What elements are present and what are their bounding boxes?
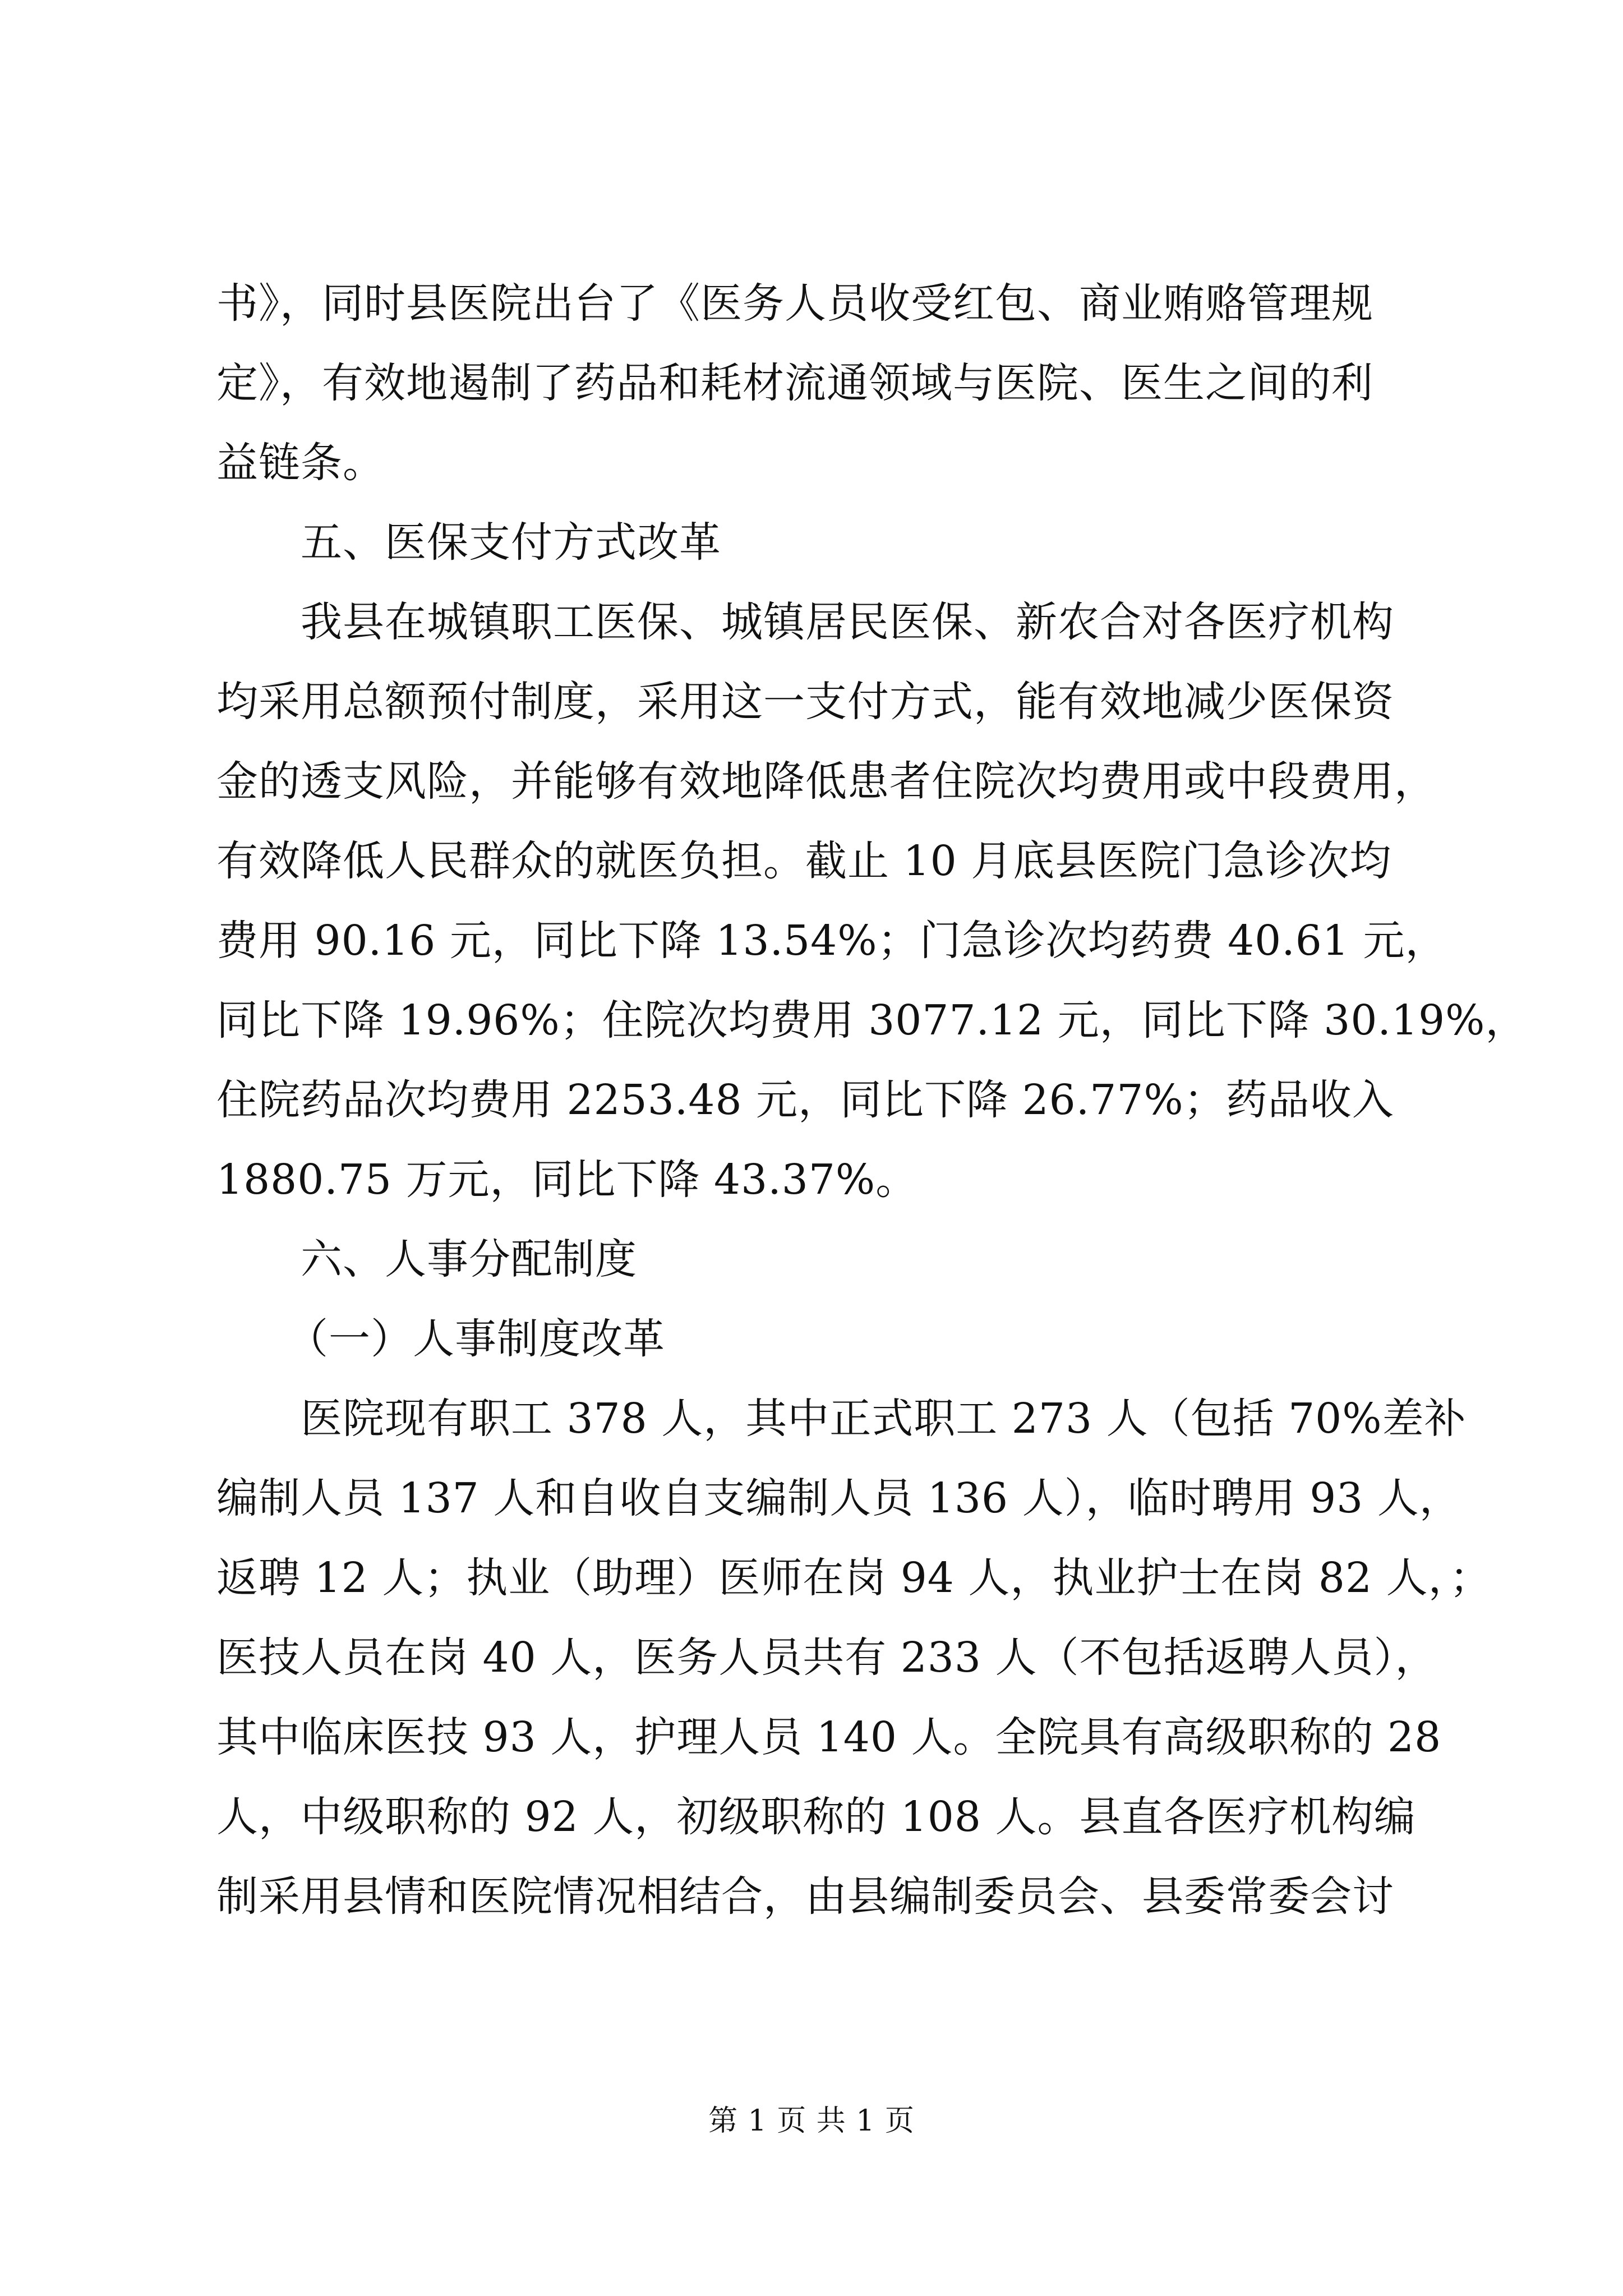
section-heading: 六、人事分配制度 bbox=[301, 1235, 637, 1283]
text-line: 费用 90.16 元，同比下降 13.54%；门急诊次均药费 40.61 元， bbox=[216, 917, 1447, 965]
text-line: 1880.75 万元，同比下降 43.37%。 bbox=[216, 1156, 918, 1204]
text-line: 人，中级职称的 92 人，初级职称的 108 人。县直各医疗机构编 bbox=[216, 1793, 1416, 1841]
text-line: 制采用县情和医院情况相结合，由县编制委员会、县委常委会讨 bbox=[216, 1872, 1394, 1921]
text-line: 益链条。 bbox=[216, 439, 385, 487]
text-line: 定》，有效地遏制了药品和耗材流通领域与医院、医生之间的利 bbox=[216, 359, 1373, 407]
text-line: 书》，同时县医院出台了《医务人员收受红包、商业贿赂管理规 bbox=[216, 279, 1373, 328]
text-line: 有效降低人民群众的就医负担。截止 10 月底县医院门急诊次均 bbox=[216, 837, 1392, 885]
paragraph-start-line: 医院现有职工 378 人，其中正式职工 273 人（包括 70%差补 bbox=[301, 1395, 1467, 1443]
text-line: 金的透支风险，并能够有效地降低患者住院次均费用或中段费用， bbox=[216, 757, 1436, 806]
paragraph-start-line: 我县在城镇职工医保、城镇居民医保、新农合对各医疗机构 bbox=[301, 598, 1394, 646]
subsection-heading: （一）人事制度改革 bbox=[287, 1315, 665, 1363]
page-footer: 第 1 页 共 1 页 bbox=[708, 2104, 915, 2138]
text-line: 住院药品次均费用 2253.48 元，同比下降 26.77%；药品收入 bbox=[216, 1076, 1394, 1124]
document-body bbox=[216, 264, 1528, 1936]
text-line: 均采用总额预付制度，采用这一支付方式，能有效地减少医保资 bbox=[216, 678, 1394, 726]
text-line: 同比下降 19.96%；住院次均费用 3077.12 元，同比下降 30.19%， bbox=[216, 996, 1528, 1045]
text-line: 其中临床医技 93 人，护理人员 140 人。全院具有高级职称的 28 bbox=[216, 1713, 1442, 1761]
text-line: 医技人员在岗 40 人，医务人员共有 233 人（不包括返聘人员）， bbox=[216, 1634, 1437, 1682]
text-line: 编制人员 137 人和自收自支编制人员 136 人），临时聘用 93 人， bbox=[216, 1474, 1461, 1522]
text-line: 返聘 12 人；执业（助理）医师在岗 94 人，执业护士在岗 82 人，； bbox=[216, 1554, 1492, 1602]
section-heading: 五、医保支付方式改革 bbox=[301, 518, 721, 567]
